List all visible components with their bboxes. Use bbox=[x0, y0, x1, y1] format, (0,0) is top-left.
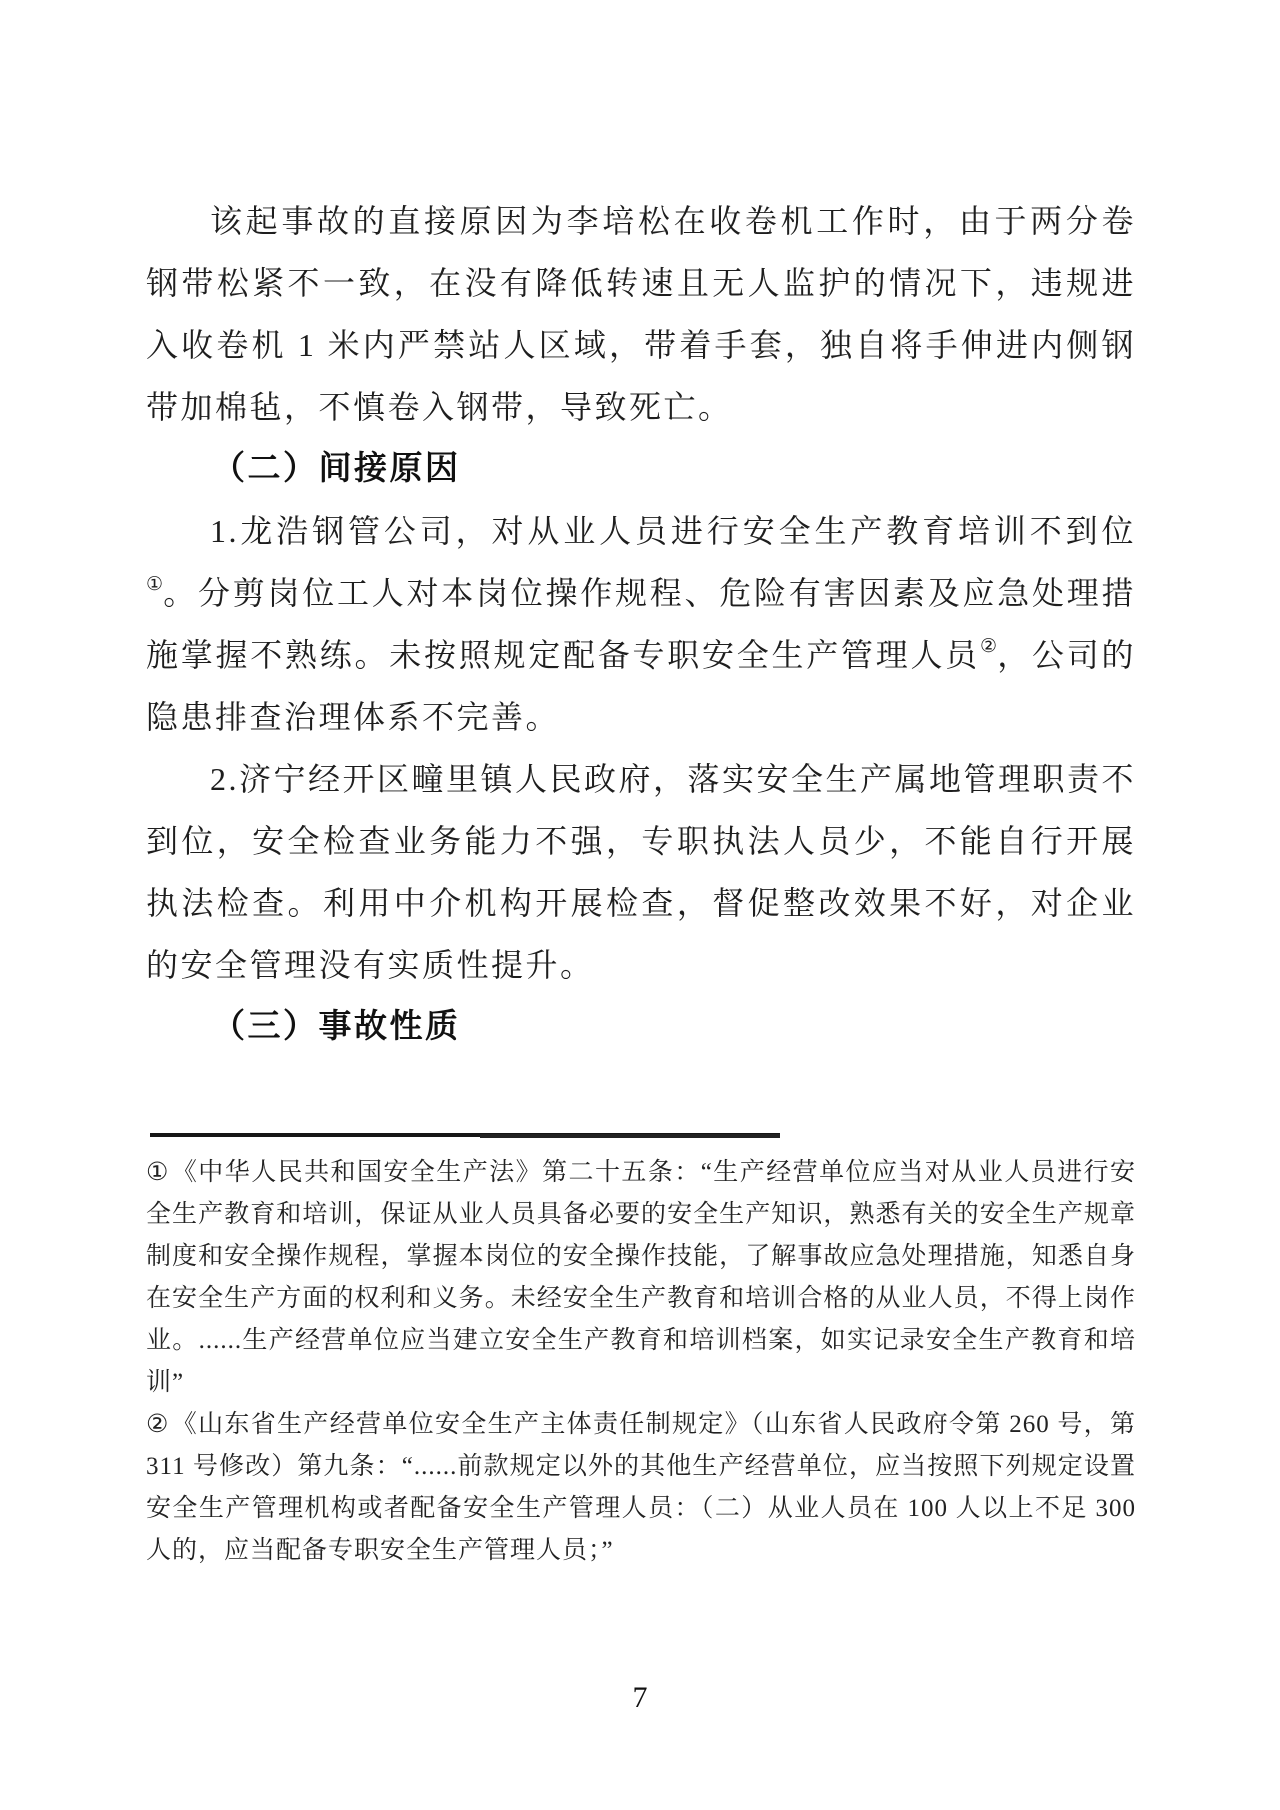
paragraph-text-segment: ，公司的隐患排查治理体系不完善。 bbox=[146, 637, 1136, 735]
footnote-ref-2: ② bbox=[979, 636, 998, 657]
footnote-2 bbox=[146, 1404, 1136, 1572]
footnote-separator-line bbox=[150, 1133, 780, 1137]
section-heading-accident-nature: （三）事故性质 bbox=[212, 1009, 461, 1045]
paragraph-text-segment: 。分剪岗位工人对本岗位操作规程、危险有害因素及应急处理措施掌握不熟练。未按照规定配备专职安全生产管理人员 bbox=[146, 575, 1136, 673]
footnote-1-text: 《中华人民共和国安全生产法》第二十五条：“生产经营单位应当对从业人员进行安全生产教育和培训，保证从业人员具备必要的安全生产知识，熟悉有关的安全生产规章制度和安全操作规程，掌握本岗位的安全操作技能，了解事故应急处理措施，知悉自身在安全生产方面的权利和义务。未经安全生产教育和培训合格的从业人员，不得上岗作业。......生产经营单位应当建立安全生产教育和培训档案，如实记录安全生产教育和培训” bbox=[146, 1159, 1136, 1396]
paragraph-indirect-cause-2: 2.济宁经开区疃里镇人民政府，落实安全生产属地管理职责不到位，安全检查业务能力不强，专职执法人员少，不能自行开展执法检查。利用中介机构开展检查，督促整改效果不好，对企业的安全管理没有实质性提升。 bbox=[146, 761, 1137, 983]
page-number: 7 bbox=[632, 1681, 648, 1714]
footnote-separator-line-segment bbox=[480, 1134, 780, 1138]
section-heading-indirect-cause: （二）间接原因 bbox=[212, 451, 461, 487]
paragraph-text-segment: 1.龙浩钢管公司，对从业人员进行安全生产教育培训不到位 bbox=[210, 513, 1136, 549]
footnote-2-text: 《山东省生产经营单位安全生产主体责任制规定》（山东省人民政府令第 260 号，第 311 号修改）第九条：“......前款规定以外的其他生产经营单位，应当按照下列规定设置安全生产管理机构或者配备安全生产管理人员：（二）从业人员在 100 人以上不足 300 人的，应当配备专职安全生产管理人员；” bbox=[146, 1411, 1136, 1564]
footnote-1 bbox=[146, 1152, 1136, 1404]
footnote-ref-1: ① bbox=[146, 574, 164, 595]
footnote-1-marker: ① bbox=[146, 1159, 170, 1186]
paragraph-direct-cause: 该起事故的直接原因为李培松在收卷机工作时，由于两分卷钢带松紧不一致，在没有降低转速且无人监护的情况下，违规进入收卷机 1 米内严禁站人区域，带着手套，独自将手伸进内侧钢带加棉毡，不慎卷入钢带，导致死亡。 bbox=[146, 203, 1136, 425]
main-content bbox=[146, 190, 1136, 1058]
paragraph-indirect-cause-1 bbox=[146, 500, 1136, 748]
footnotes-section bbox=[146, 1152, 1136, 1572]
footnote-2-marker: ② bbox=[146, 1411, 170, 1438]
